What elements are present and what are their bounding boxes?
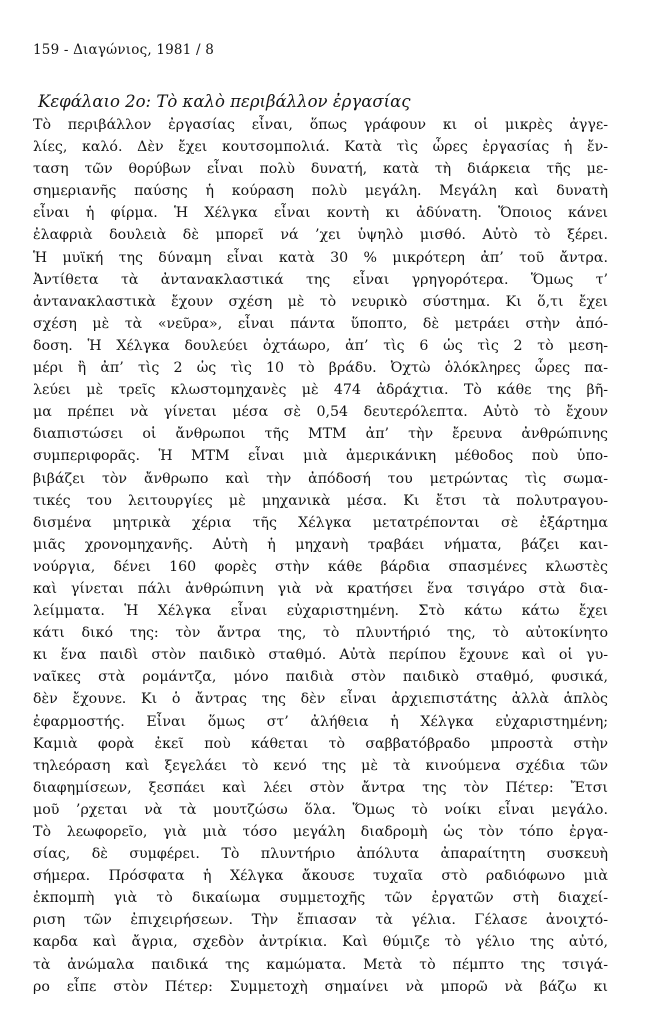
text-line: μέρι ἢ ἀπ’ τὶς 2 ὡς τὶς 10 τὸ βράδυ. Ὀχτὼ ὁλόκληρες ὧρες πα- <box>33 360 608 377</box>
text-line: σχέση μὲ τὰ «νεῦρα», εἶναι πάντα ὕποπτο, δὲ μετράει στὴν ἀπό- <box>33 315 608 332</box>
text-line: βιβάζει τὸν ἄνθρωπο καὶ τὴν ἀπόδοσή του μετρώντας τὶς σωμα- <box>33 470 608 487</box>
text-line: δοση. Ἡ Χέλγκα δουλεύει ὀχτάωρο, ἀπ’ τὶς 6 ὡς τὶς 2 τὸ μεση- <box>33 337 608 354</box>
text-line: λίες, καλό. Δὲν ἔχει κουτσομπολιά. Κατὰ τὶς ὧρες ἐργασίας ἡ ἔν- <box>33 139 608 156</box>
running-header: 159 - Διαγώνιος, 1981 / 8 <box>33 42 214 58</box>
text-line: μα πρέπει νὰ γίνεται μέσα σὲ 0,54 δευτερόλεπτα. Αὐτὸ τὸ ἔχουν <box>33 404 608 421</box>
text-line: συμπεριφορᾶς. Ἡ ΜΤΜ εἶναι μιὰ ἀμερικάνικη μέθοδος ποὺ ὑπο- <box>33 448 608 465</box>
text-line: νούργια, δένει 160 φορὲς στὴν κάθε βάρδια σπασμένες κλωστὲς <box>33 558 608 575</box>
text-line: Ἡ μυϊκή της δύναμη εἶναι κατὰ 30 % μικρότερη ἀπ’ τοῦ ἄντρα. <box>33 249 608 266</box>
text-line: καρδα καὶ ἄγρια, σχεδὸν ἀντρίκια. Καὶ θύμιζε τὸ γέλιο της αὐτό, <box>33 934 608 951</box>
text-line: Τὸ περιβάλλον ἐργασίας εἶναι, ὅπως γράφουν κι οἱ μικρὲς ἀγγε- <box>33 117 608 133</box>
chapter-title: Κεφάλαιο 2ο: Τὸ καλὸ περιβάλλον ἐργασίας <box>38 92 411 111</box>
text-line: Τὸ λεωφορεῖο, γιὰ μιὰ τόσο μεγάλη διαδρομὴ ὡς τὸν τόπο ἐργα- <box>33 824 608 840</box>
text-line: μιᾶς χρονομηχανῆς. Αὐτὴ ἡ μηχανὴ τραβάει νήματα, βάζει και- <box>33 536 608 553</box>
text-line: εἶναι ἡ φίρμα. Ἡ Χέλγκα εἶναι κοντὴ κι ἀδύνατη. Ὅποιος κάνει <box>33 205 608 222</box>
text-line: ἐφαρμοστής. Εἶναι ὅμως στ’ ἀλήθεια ἡ Χέλγκα εὐχαριστημένη; <box>33 713 608 730</box>
text-line: κι ἕνα παιδὶ στὸν παιδικὸ σταθμό. Αὐτὰ περίπου ἔχουνε καὶ οἱ γυ- <box>33 647 608 664</box>
text-line: καὶ γίνεται πάλι ἀνθρώπινη γιὰ νὰ κρατήσει ἕνα τσιγάρο στὰ δια- <box>33 580 608 597</box>
text-line: Ἀντίθετα τὰ ἀντανακλαστικά της εἶναι γρηγορότερα. Ὅμως τ’ <box>33 271 608 288</box>
text-line: τηλεόραση καὶ ξεγελάει τὸ κενό της μὲ τὰ κινούμενα σχέδια τῶν <box>33 757 608 774</box>
text-line: ριση τῶν ἐπιχειρήσεων. Τὴν ἔπιασαν τὰ γέλια. Γέλασε ἀνοιχτό- <box>33 912 608 929</box>
text-line: λεύει μὲ τρεῖς κλωστομηχανὲς μὲ 474 ἀδράχτια. Τὸ κάθε της βῆ- <box>33 382 608 399</box>
text-line: τὰ ἀνώμαλα παιδικά της καμώματα. Μετὰ τὸ πέμπτο της τσιγά- <box>33 956 608 973</box>
text-line: διαπιστώσει οἱ ἄνθρωποι τῆς ΜΤΜ ἀπ’ τὴν ἔρευνα ἀνθρώπινης <box>33 426 608 443</box>
text-line: Καμιὰ φορὰ ἐκεῖ ποὺ κάθεται τὸ σαββατόβραδο μπροστὰ στὴν <box>33 735 608 752</box>
text-line: κάτι δικό της: τὸν ἄντρα της, τὸ πλυντήριό της, τὸ αὐτοκίνητο <box>33 625 608 642</box>
text-line: δισμένα μητρικὰ χέρια τῆς Χέλγκα μετατρέπονται σὲ ἐξάρτημα <box>33 514 608 531</box>
text-line: σίας, δὲ συμφέρει. Τὸ πλυντήριο ἀπόλυτα ἀπαραίτητη συσκευὴ <box>33 846 608 863</box>
text-line: σημεριανῆς παύσης ἡ κούραση πολὺ μεγάλη. Μεγάλη καὶ δυνατὴ <box>33 183 608 200</box>
text-line: ναῖκες στὰ ρομάντζα, μόνο παιδιὰ στὸν παιδικὸ σταθμό, φυσικά, <box>33 669 608 686</box>
body-text <box>33 114 608 998</box>
text-line: ἐλαφριὰ δουλειὰ δὲ μπορεῖ νά ’χει ὑψηλὸ μισθό. Αὐτὸ τὸ ξέρει. <box>33 227 608 244</box>
text-line: ἐκπομπὴ γιὰ τὸ δικαίωμα συμμετοχῆς τῶν ἐργατῶν στὴ διαχεί- <box>33 890 608 907</box>
text-line: ἀντανακλαστικὰ ἔχουν σχέση μὲ τὸ νευρικὸ σύστημα. Κι ὅ,τι ἔχει <box>33 293 608 310</box>
text-line: διαφημίσεων, ξεσπάει καὶ λέει στὸν ἄντρα της τὸν Πέτερ: Ἔτσι <box>33 779 608 796</box>
book-page <box>33 42 608 998</box>
text-line: λείμματα. Ἡ Χέλγκα εἶναι εὐχαριστημένη. Στὸ κάτω κάτω ἔχει <box>33 603 608 620</box>
text-line: μοῦ ’ρχεται νὰ τὰ μουτζώσω ὅλα. Ὅμως τὸ νοίκι εἶναι μεγάλο. <box>33 801 608 818</box>
text-line: ρο εἶπε στὸν Πέτερ: Συμμετοχὴ σημαίνει νὰ μπορῶ νὰ βάζω κι <box>33 978 608 995</box>
text-line: τικές του λειτουργίες μὲ μηχανικὰ μέσα. Κι ἔτσι τὰ πολυτραγου- <box>33 492 608 509</box>
text-line: σήμερα. Πρόσφατα ἡ Χέλγκα ἄκουσε τυχαῖα στὸ ραδιόφωνο μιὰ <box>33 868 608 885</box>
text-line: ταση τῶν θορύβων εἶναι πολὺ δυνατή, κατὰ τὴ διάρκεια τῆς με- <box>33 161 608 178</box>
text-line: δὲν ἔχουνε. Κι ὁ ἄντρας της δὲν εἶναι ἀρχιεπιστάτης ἀλλὰ ἁπλὸς <box>33 691 608 708</box>
